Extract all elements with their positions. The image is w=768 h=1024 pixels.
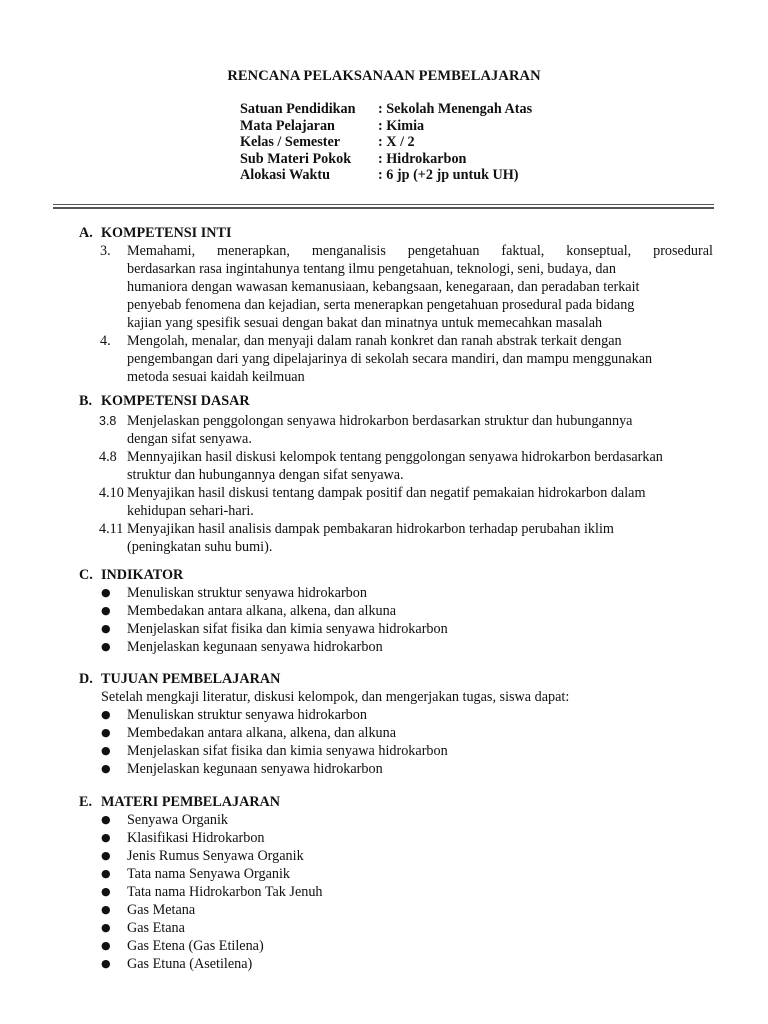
bullet-icon: ● [101,885,111,898]
info-row: Kelas / Semester : X / 2 [240,134,415,150]
list-item: 4.10 Menyajikan hasil diskusi tentang dampak positif dan negatif pemakaian hidrokarbon dalam kehidupan sehari-hari. [99,485,646,519]
section-kompetensi-inti [79,224,719,386]
bullet-icon: ● [101,849,111,862]
list-item: ● Menjelaskan kegunaan senyawa hidrokarbon [79,638,719,656]
list-item: ● Gas Etena (Gas Etilena) [79,937,719,955]
list-item: 4.11 Menyajikan hasil analisis dampak pembakaran hidrokarbon terhadap perubahan iklim (peningkatan suhu bumi). [99,521,614,555]
list-item: ● Jenis Rumus Senyawa Organik [79,847,719,865]
bullet-icon: ● [101,640,111,653]
divider-line [53,207,714,209]
list-item: 3.8 Menjelaskan penggolongan senyawa hidrokarbon berdasarkan struktur dan hubungannya dengan sifat senyawa. [99,413,633,447]
bullet-icon: ● [101,813,111,826]
list-item: ● Membedakan antara alkana, alkena, dan alkuna [79,602,719,620]
list-item: ● Menjelaskan kegunaan senyawa hidrokarbon [79,760,719,778]
list-item: ● Membedakan antara alkana, alkena, dan alkuna [79,724,719,742]
document-title: RENCANA PELAKSANAAN PEMBELAJARAN [227,68,541,84]
list-item: 4. Mengolah, menalar, dan menyaji dalam ranah konkret dan ranah abstrak terkait dengan pengembangan dari yang dipelajarinya di sekolah secara mandiri, dan mampu menggunakan metoda sesuai kaidah keilmuan [100,333,653,385]
list-item: ● Gas Metana [79,901,719,919]
bullet-icon: ● [101,903,111,916]
list-item: 4.8 Mennyajikan hasil diskusi kelompok tentang penggolongan senyawa hidrokarbon berdasarkan struktur dan hubungannya dengan sifat senyawa. [99,449,663,483]
list-item: ● Tata nama Hidrokarbon Tak Jenuh [79,883,719,901]
list-item: ● Menjelaskan sifat fisika dan kimia senyawa hidrokarbon [79,620,719,638]
list-item: ● Menjelaskan sifat fisika dan kimia senyawa hidrokarbon [79,742,719,760]
list-item: ● Gas Etuna (Asetilena) [79,955,719,973]
bullet-icon: ● [101,921,111,934]
info-row: Mata Pelajaran : Kimia [240,117,425,134]
bullet-icon: ● [101,867,111,880]
info-row: Sub Materi Pokok : Hidrokarbon [240,150,467,167]
bullet-icon: ● [101,831,111,844]
section-intro: Setelah mengkaji literatur, diskusi kelompok, dan mengerjakan tugas, siswa dapat: [101,689,570,705]
section-heading: E. MATERI PEMBELAJARAN [79,794,281,810]
list-item: 3. Memahami, menerapkan, menganalisis pengetahuan faktual, konseptual, prosedural berdasarkan rasa ingintahunya tentang ilmu pengetahuan, teknologi, seni, budaya, dan humaniora dengan wawasan kemanusiaan, kebangsaan, kenegaraan, dan peradaban terkait penyebab fenomena dan kejadian, serta menerapkan pengetahuan prosedural pada bidang kajian yang spesifik sesuai dengan bakat dan minatnya untuk memecahkan masalah [100,243,713,331]
bullet-icon: ● [101,726,111,739]
section-tujuan-pembelajaran [79,670,719,778]
bullet-icon: ● [101,762,111,775]
list-item: ● Menuliskan struktur senyawa hidrokarbon [79,706,719,724]
divider-line [53,204,714,205]
section-heading: D. TUJUAN PEMBELAJARAN [79,671,281,687]
bullet-icon: ● [101,622,111,635]
bullet-icon: ● [101,708,111,721]
list-item: ● Menuliskan struktur senyawa hidrokarbon [79,584,719,602]
list-item: ● Klasifikasi Hidrokarbon [79,829,719,847]
section-kompetensi-dasar [79,392,719,556]
list-item: ● Tata nama Senyawa Organik [79,865,719,883]
list-item: ● Senyawa Organik [79,811,719,829]
section-indikator [79,566,719,656]
section-materi-pembelajaran [79,793,719,973]
list-item: ● Gas Etana [79,919,719,937]
bullet-icon: ● [101,939,111,952]
bullet-icon: ● [101,586,111,599]
identity-block [240,101,532,184]
bullet-icon: ● [101,744,111,757]
section-heading: B. KOMPETENSI DASAR [79,393,250,409]
bullet-icon: ● [101,957,111,970]
info-row: Alokasi Waktu : 6 jp (+2 jp untuk UH) [240,167,519,183]
info-row: Satuan Pendidikan : Sekolah Menengah Atas [240,101,533,117]
section-heading: C. INDIKATOR [79,567,184,583]
section-heading: A. KOMPETENSI INTI [79,225,232,241]
bullet-icon: ● [101,604,111,617]
